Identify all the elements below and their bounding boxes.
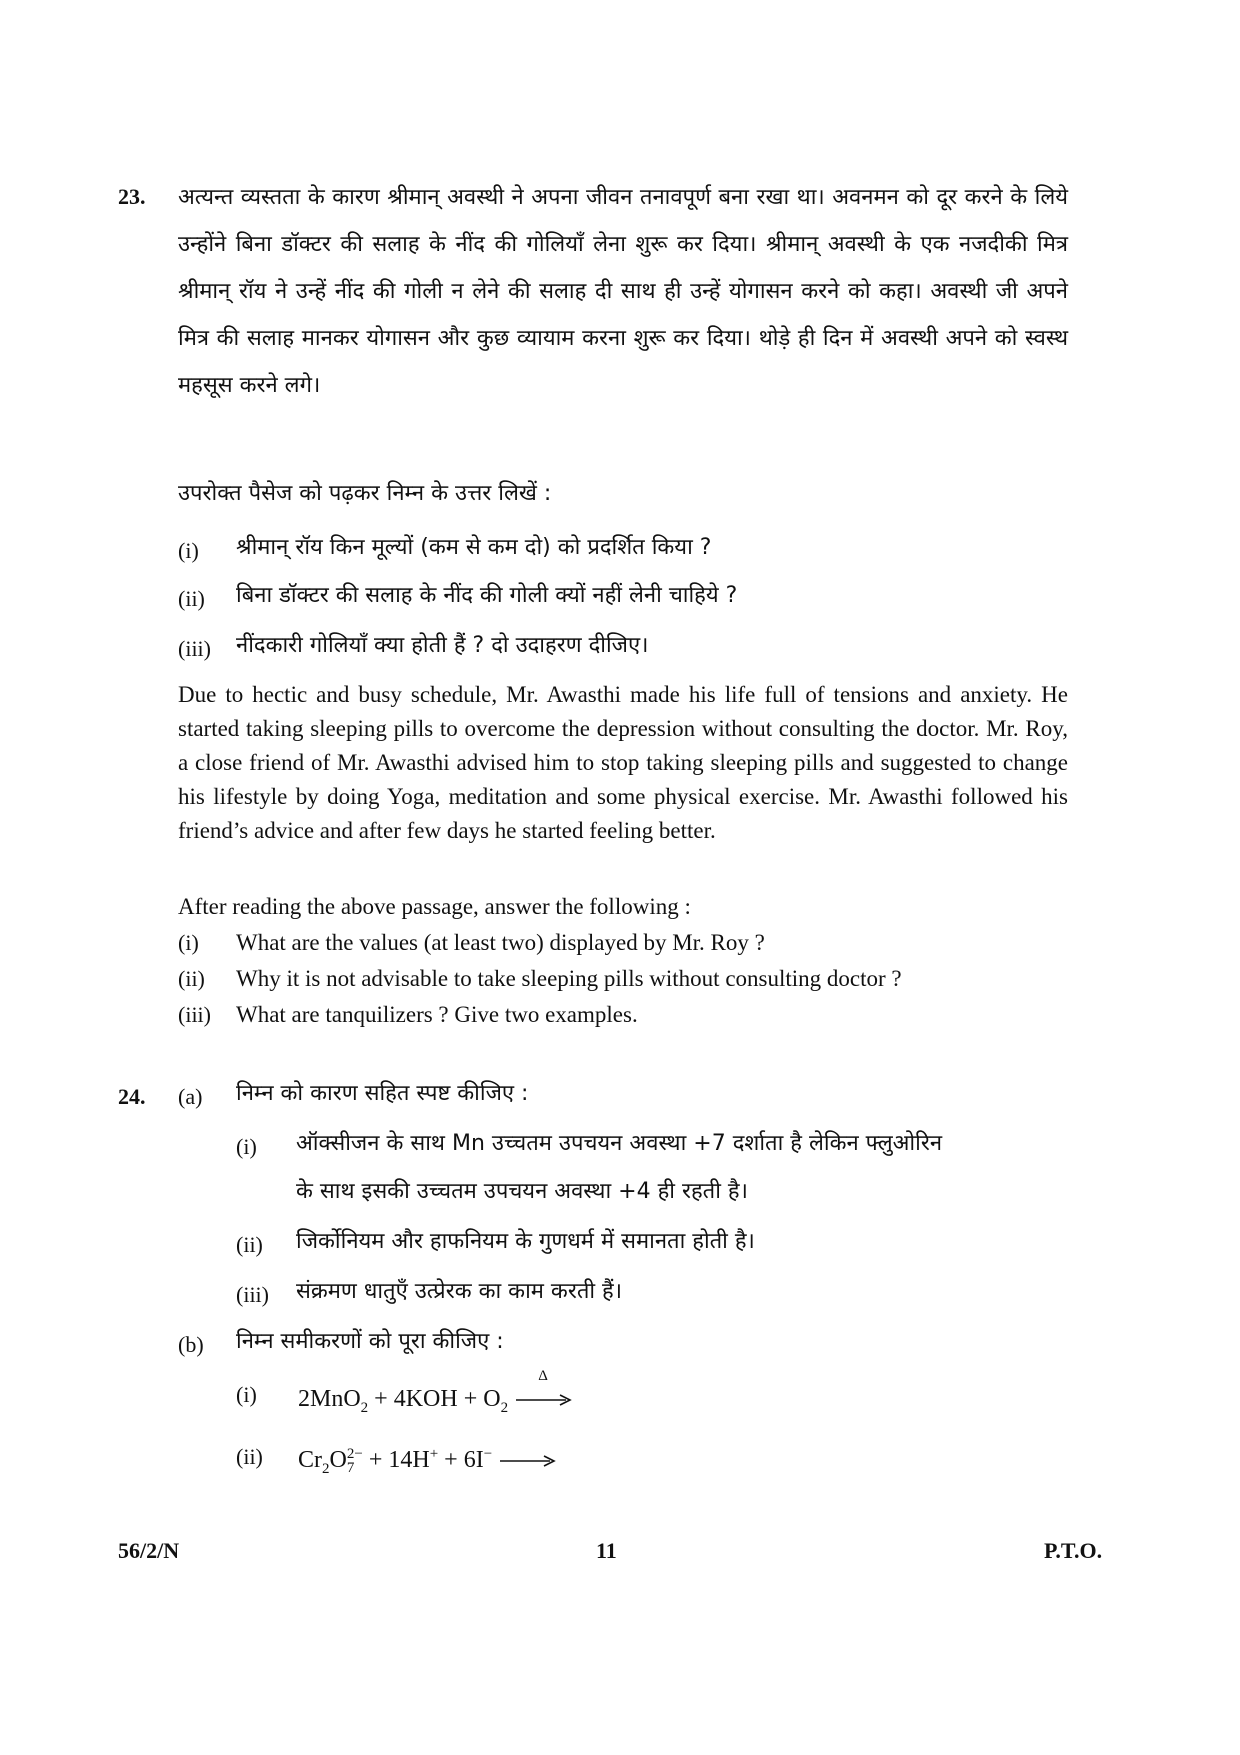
q24-part-b-label: (b) (178, 1332, 204, 1357)
page-number: 11 (596, 1538, 617, 1563)
eq2-sub2: 7 (346, 1460, 355, 1477)
eq2-sup2: 2− (346, 1446, 363, 1463)
q23-hi-q3-label: (iii) (178, 636, 211, 661)
q24-part-a-label: (a) (178, 1084, 203, 1109)
pto-label: P.T.O. (1044, 1538, 1103, 1563)
q24-part-b-text: निम्न समीकरणों को पूरा कीजिए : (236, 1329, 504, 1354)
q24-b-eq1-label: (i) (236, 1382, 257, 1407)
equation-1 (298, 1368, 572, 1417)
q23-en-q3-label: (iii) (178, 1002, 211, 1027)
eq1-sub2: 2 (500, 1399, 509, 1416)
q24-a-iii-label: (iii) (236, 1282, 269, 1307)
eq2-sup3: + (429, 1446, 439, 1462)
q24-a-i-label: (i) (236, 1134, 257, 1159)
q24-b-eq2-label: (ii) (236, 1444, 263, 1469)
q23-english-instruction: After reading the above passage, answer the following : (178, 894, 691, 919)
q24-a-ii-text: जिर्कोनियम और हाफनियम के गुणधर्म में समानता होती है। (296, 1229, 755, 1254)
eq2-term1: Cr (298, 1447, 322, 1473)
q23-hi-q2-label: (ii) (178, 586, 205, 611)
q23-hi-q1-text: श्रीमान् रॉय किन मूल्यों (कम से कम दो) को प्रदर्शित किया ? (236, 535, 712, 560)
q23-hi-q3-text: नींदकारी गोलियाँ क्या होती हैं ? दो उदाहरण दीजिए। (236, 633, 649, 658)
q23-hi-q1-label: (i) (178, 538, 199, 563)
eq2-supsub (347, 1447, 363, 1475)
q23-hindi-passage: अत्यन्त व्यस्तता के कारण श्रीमान् अवस्थी ने अपना जीवन तनावपूर्ण बना रखा था। अवनमन को दूर करने के लिये उन्होंने बिना डॉक्टर की सलाह के नींद की गोलियाँ लेना शुरू कर दिया। श्रीमान् अवस्थी के एक नजदीकी मित्र श्रीमान् रॉय ने उन्हें नींद की गोली न लेने की सलाह दी साथ ही उन्हें योगासन करने को कहा। अवस्थी जी अपने मित्र की सलाह मानकर योगासन और कुछ व्यायाम करना शुरू कर दिया। थोड़े ही दिन में अवस्थी अपने को स्वस्थ महसूस करने लगे। (178, 185, 1068, 398)
arrow-right-icon (498, 1454, 556, 1468)
q23-en-q3-text: What are tanquilizers ? Give two examples. (236, 1002, 638, 1027)
q24-a-i-line2: के साथ इसकी उच्चतम उपचयन अवस्था +4 ही रहती है। (296, 1179, 748, 1204)
eq2-sup4: − (483, 1446, 493, 1462)
eq2-sub1: 2 (322, 1460, 330, 1477)
q24-a-ii-label: (ii) (236, 1232, 263, 1257)
eq1-term1: 2MnO (298, 1386, 361, 1412)
q23-en-q1-text: What are the values (at least two) displayed by Mr. Roy ? (236, 930, 765, 955)
eq2-term2: O (329, 1447, 347, 1473)
q23-en-q2-label: (ii) (178, 966, 205, 991)
q23-hindi-instruction: उपरोक्त पैसेज को पढ़कर निम्न के उत्तर लिखें : (178, 481, 552, 506)
reaction-arrow-heat (514, 1368, 572, 1413)
eq1-term2: + 4KOH + O (368, 1386, 501, 1412)
paper-code: 56/2/N (118, 1538, 180, 1563)
arrow-right-icon (514, 1393, 572, 1407)
q24-part-a-text: निम्न को कारण सहित स्पष्ट कीजिए : (236, 1081, 529, 1106)
q23-english-passage: Due to hectic and busy schedule, Mr. Awasthi made his life full of tensions and anxiety. He started taking sleeping pills to overcome the depression without consulting the doctor. Mr. Roy, a close friend of Mr. Awasthi advised him to stop taking sleeping pills and suggested to change his lifestyle by doing Yoga, meditation and some physical exercise. Mr. Awasthi followed his friend’s advice and after few days he started feeling better. (178, 682, 1068, 843)
question-number-23: 23. (118, 184, 146, 209)
q24-a-i-line1: ऑक्सीजन के साथ Mn उच्चतम उपचयन अवस्था +7 दर्शाता है लेकिन फ्लुओरिन (296, 1131, 943, 1156)
q23-en-q1-label: (i) (178, 930, 199, 955)
q23-hi-q2-text: बिना डॉक्टर की सलाह के नींद की गोली क्यों नहीं लेनी चाहिये ? (236, 583, 738, 608)
q24-a-iii-text: संक्रमण धातुएँ उत्प्रेरक का काम करती हैं। (296, 1279, 623, 1304)
delta-symbol: Δ (538, 1368, 548, 1384)
reaction-arrow (498, 1447, 556, 1474)
q23-en-q2-text: Why it is not advisable to take sleeping pills without consulting doctor ? (236, 966, 902, 991)
eq2-term4: + 6I (438, 1447, 484, 1473)
question-number-24: 24. (118, 1084, 146, 1109)
eq2-term3: + 14H (362, 1447, 430, 1473)
equation-2 (298, 1446, 556, 1478)
eq1-sub1: 2 (360, 1399, 369, 1416)
